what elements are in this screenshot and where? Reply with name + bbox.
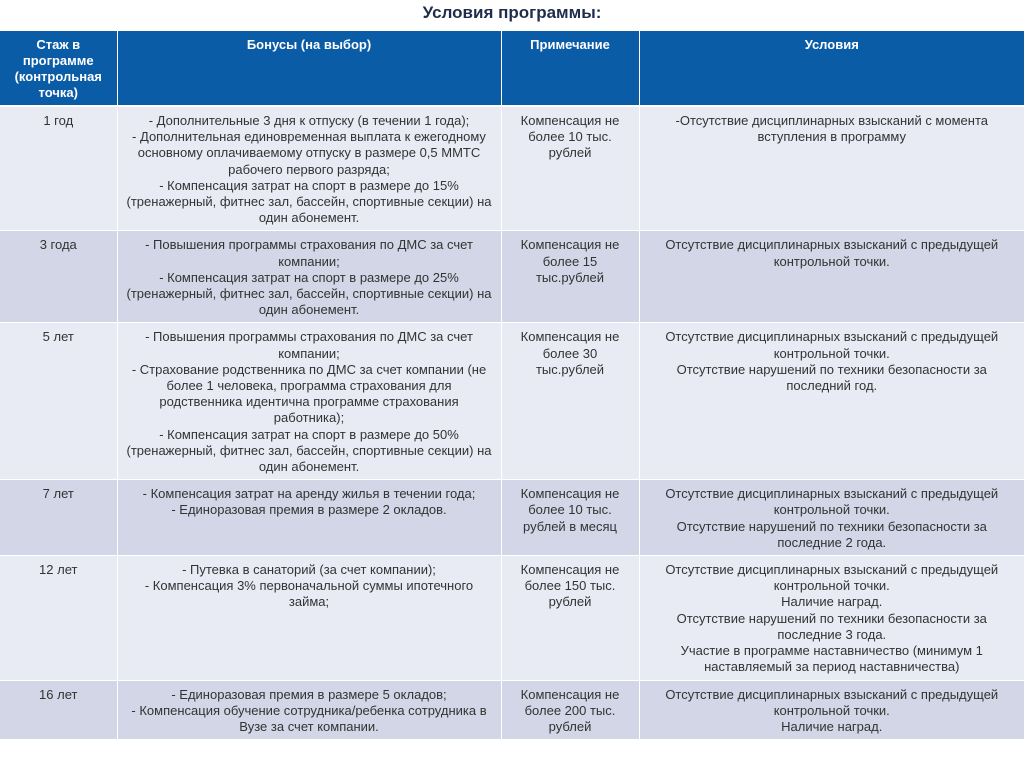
table-row: [0, 680, 1024, 740]
cell-note: Компенсация не более 10 тыс. рублей: [501, 106, 639, 231]
page-title: Условия программы:: [422, 3, 602, 22]
cell-note: Компенсация не более 10 тыс. рублей в месяц: [501, 480, 639, 556]
cell-bonuses: - Единоразовая премия в размере 5 окладов; - Компенсация обучение сотрудника/ребенка сотрудника в Вузе за счет компании.: [117, 680, 501, 740]
cell-conditions: Отсутствие дисциплинарных взысканий с предыдущей контрольной точки. Наличие наград. Отсутствие нарушений по техники безопасности за последние 3 года. Участие в программе наставничество (минимум 1 наставляемый за период наставничества): [639, 556, 1024, 680]
cell-bonuses: - Путевка в санаторий (за счет компании); - Компенсация 3% первоначальной суммы ипотечного займа;: [117, 556, 501, 680]
cell-conditions: Отсутствие дисциплинарных взысканий с предыдущей контрольной точки. Отсутствие нарушений по техники безопасности за последние 2 года.: [639, 480, 1024, 556]
cell-experience: 7 лет: [0, 480, 117, 556]
header-bonuses: Бонусы (на выбор): [117, 31, 501, 106]
header-conditions: Условия: [639, 31, 1024, 106]
table-row: [0, 231, 1024, 323]
table-row: [0, 106, 1024, 231]
cell-experience: 5 лет: [0, 323, 117, 480]
cell-conditions: -Отсутствие дисциплинарных взысканий с момента вступления в программу: [639, 106, 1024, 231]
cell-conditions: Отсутствие дисциплинарных взысканий с предыдущей контрольной точки.: [639, 231, 1024, 323]
cell-note: Компенсация не более 200 тыс. рублей: [501, 680, 639, 740]
table-row: [0, 480, 1024, 556]
cell-experience: 12 лет: [0, 556, 117, 680]
cell-note: Компенсация не более 15 тыс.рублей: [501, 231, 639, 323]
table-header-row: [0, 31, 1024, 106]
cell-experience: 3 года: [0, 231, 117, 323]
header-experience: Стаж в программе (контрольная точка): [0, 31, 117, 106]
table-row: [0, 556, 1024, 680]
header-note: Примечание: [501, 31, 639, 106]
cell-note: Компенсация не более 150 тыс. рублей: [501, 556, 639, 680]
cell-bonuses: - Повышения программы страхования по ДМС за счет компании; - Страхование родственника по ДМС за счет компании (не более 1 человека, программа страхования для родственника идентична программе страхования работника); - Компенсация затрат на спорт в размере до 50% (тренажерный, фитнес зал, бассейн, спортивные секции) на один абонемент.: [117, 323, 501, 480]
cell-bonuses: - Повышения программы страхования по ДМС за счет компании; - Компенсация затрат на спорт в размере до 25% (тренажерный, фитнес зал, бассейн, спортивные секции) на один абонемент.: [117, 231, 501, 323]
cell-conditions: Отсутствие дисциплинарных взысканий с предыдущей контрольной точки. Наличие наград.: [639, 680, 1024, 740]
cell-experience: 1 год: [0, 106, 117, 231]
cell-bonuses: - Дополнительные 3 дня к отпуску (в течении 1 года); - Дополнительная единовременная выплата к ежегодному основному оплачиваемому отпуску в размере 0,5 ММТС рабочего первого разряда; - Компенсация затрат на спорт в размере до 15% (тренажерный, фитнес зал, бассейн, спортивные секции) на один абонемент.: [117, 106, 501, 231]
table-row: [0, 323, 1024, 480]
cell-conditions: Отсутствие дисциплинарных взысканий с предыдущей контрольной точки. Отсутствие нарушений по техники безопасности за последний год.: [639, 323, 1024, 480]
conditions-table: [0, 31, 1024, 740]
cell-bonuses: - Компенсация затрат на аренду жилья в течении года; - Единоразовая премия в размере 2 окладов.: [117, 480, 501, 556]
cell-experience: 16 лет: [0, 680, 117, 740]
cell-note: Компенсация не более 30 тыс.рублей: [501, 323, 639, 480]
